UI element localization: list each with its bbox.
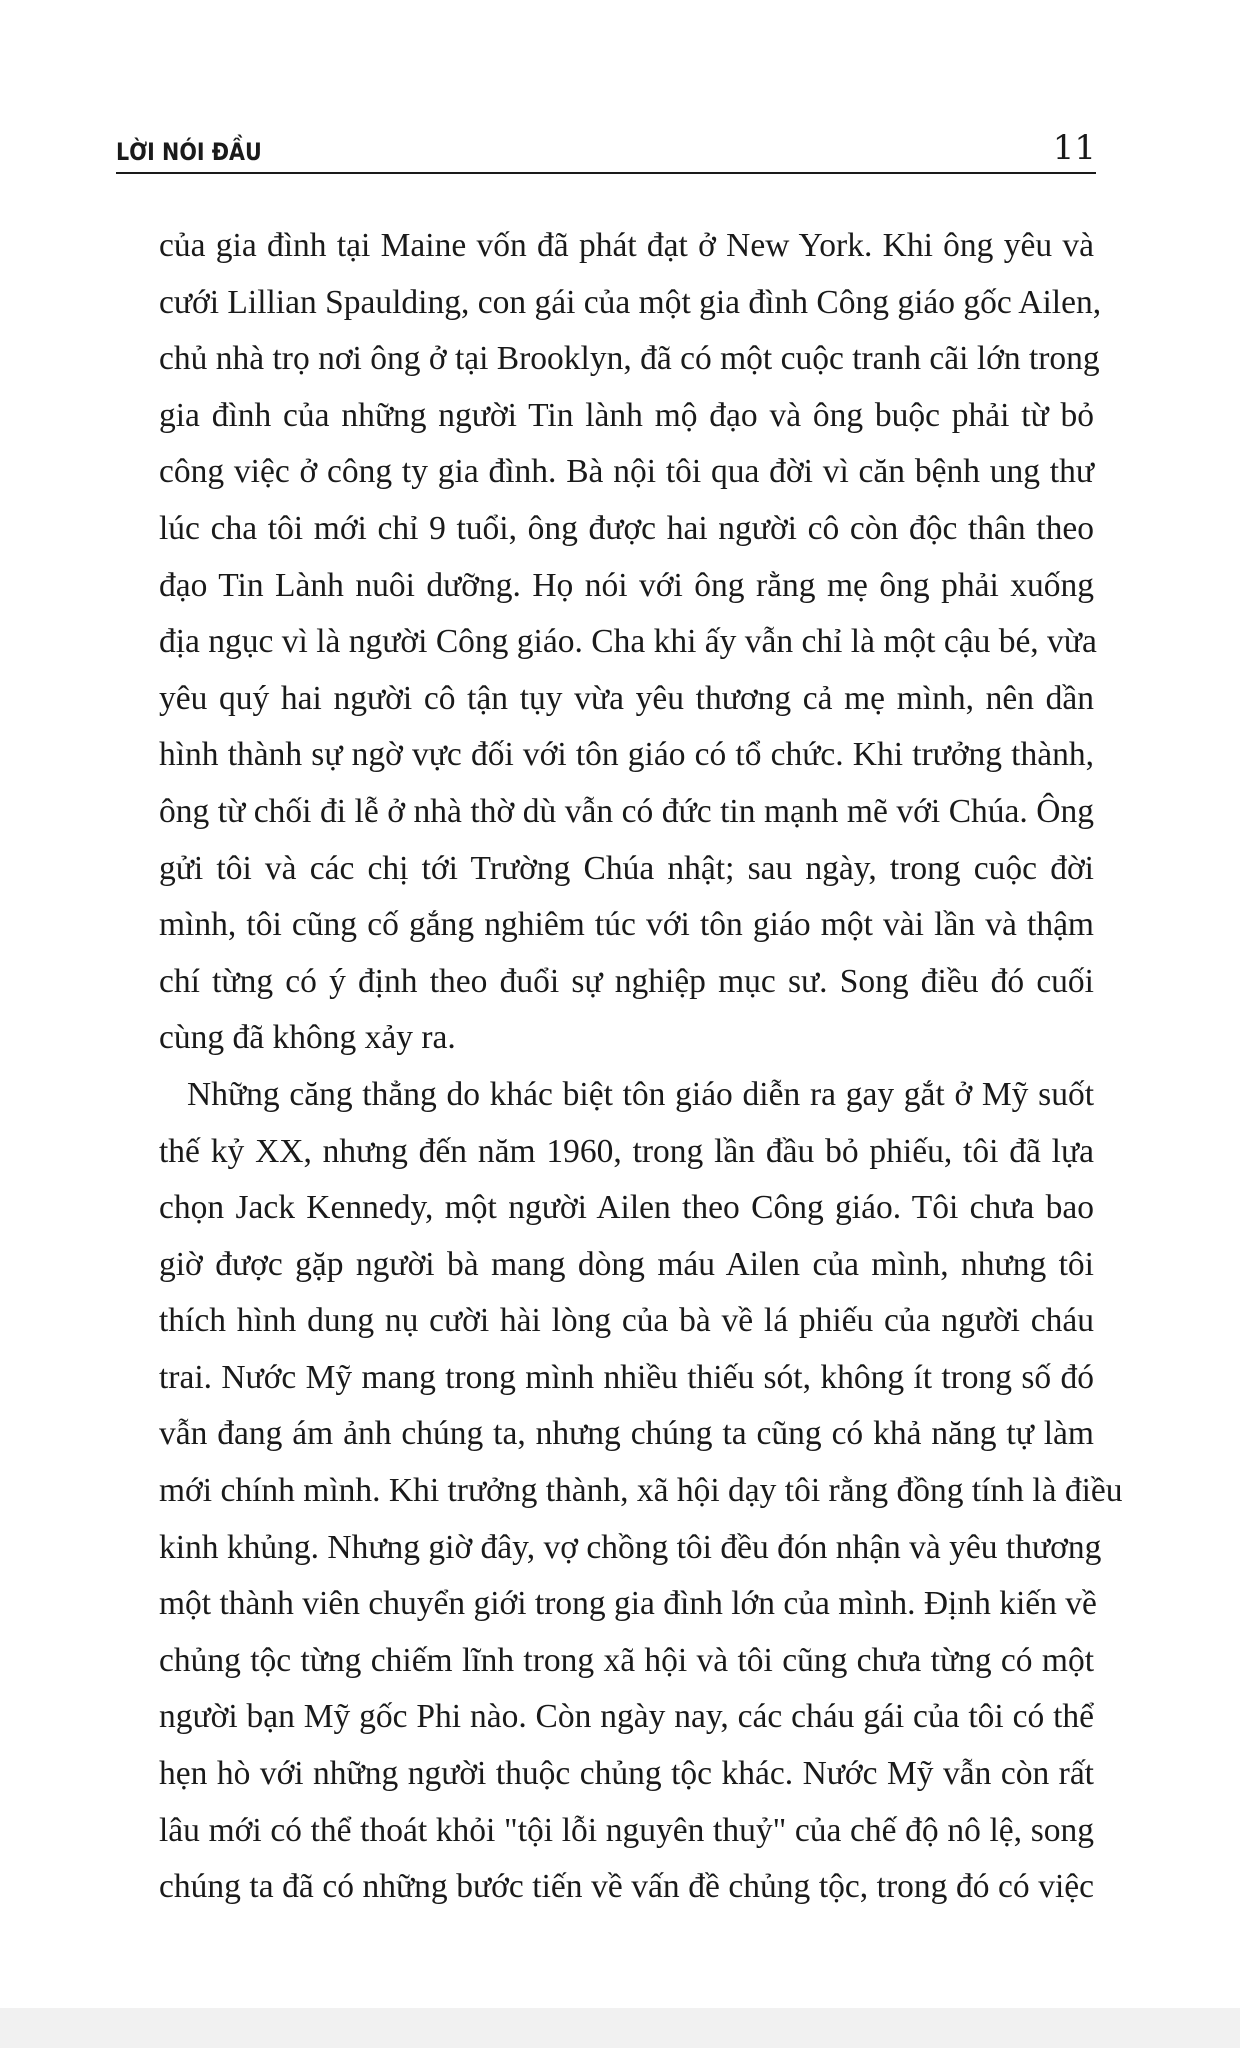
chapter-title: LỜI NÓI ĐẦU	[116, 138, 262, 166]
text-line: yêu quý hai người cô tận tụy vừa yêu thương cả mẹ mình, nên dần	[159, 679, 1094, 717]
text-line: ông từ chối đi lễ ở nhà thờ dù vẫn có đức tin mạnh mẽ với Chúa. Ông	[159, 792, 1094, 830]
text-line: mới chính mình. Khi trưởng thành, xã hội dạy tôi rằng đồng tính là điều	[159, 1472, 1123, 1510]
text-line: người bạn Mỹ gốc Phi nào. Còn ngày nay, các cháu gái của tôi có thể	[159, 1698, 1094, 1736]
text-line: kinh khủng. Nhưng giờ đây, vợ chồng tôi đều đón nhận và yêu thương	[159, 1528, 1102, 1566]
running-header	[116, 128, 1096, 174]
page-number: 11	[1052, 128, 1096, 168]
text-line: trai. Nước Mỹ mang trong mình nhiều thiếu sót, không ít trong số đó	[159, 1358, 1094, 1396]
text-line: chủ nhà trọ nơi ông ở tại Brooklyn, đã có một cuộc tranh cãi lớn trong	[159, 340, 1100, 378]
text-line: mình, tôi cũng cố gắng nghiêm túc với tôn giáo một vài lần và thậm	[159, 906, 1094, 944]
text-line: đạo Tin Lành nuôi dưỡng. Họ nói với ông rằng mẹ ông phải xuống	[159, 566, 1094, 604]
text-line: gia đình của những người Tin lành mộ đạo và ông buộc phải từ bỏ	[159, 396, 1094, 434]
text-line: giờ được gặp người bà mang dòng máu Ailen của mình, nhưng tôi	[159, 1245, 1094, 1283]
text-line: địa ngục vì là người Công giáo. Cha khi ấy vẫn chỉ là một cậu bé, vừa	[159, 623, 1097, 661]
paragraph-2	[159, 1067, 1123, 1916]
text-line: chủng tộc từng chiếm lĩnh trong xã hội và tôi cũng chưa từng có một	[159, 1641, 1094, 1679]
text-line: chọn Jack Kennedy, một người Ailen theo Công giáo. Tôi chưa bao	[159, 1189, 1094, 1227]
text-line: hẹn hò với những người thuộc chủng tộc khác. Nước Mỹ vẫn còn rất	[159, 1755, 1094, 1793]
paragraph-1	[159, 218, 1102, 1067]
body-text	[159, 218, 1123, 1916]
text-line: lâu mới có thể thoát khỏi "tội lỗi nguyên thuỷ" của chế độ nô lệ, song	[159, 1811, 1094, 1849]
text-line: chí từng có ý định theo đuổi sự nghiệp mục sư. Song điều đó cuối	[159, 962, 1094, 1000]
text-line: vẫn đang ám ảnh chúng ta, nhưng chúng ta cũng có khả năng tự làm	[159, 1415, 1094, 1453]
text-line: chúng ta đã có những bước tiến về vấn đề chủng tộc, trong đó có việc	[159, 1868, 1094, 1906]
text-line: cùng đã không xảy ra.	[159, 1019, 456, 1057]
text-line: của gia đình tại Maine vốn đã phát đạt ở New York. Khi ông yêu và	[159, 227, 1094, 264]
text-line: một thành viên chuyển giới trong gia đình lớn của mình. Định kiến về	[159, 1585, 1097, 1623]
text-line: cưới Lillian Spaulding, con gái của một gia đình Công giáo gốc Ailen,	[159, 283, 1102, 321]
text-line: công việc ở công ty gia đình. Bà nội tôi qua đời vì căn bệnh ung thư	[159, 453, 1094, 491]
text-line: lúc cha tôi mới chỉ 9 tuổi, ông được hai người cô còn độc thân theo	[159, 509, 1094, 547]
text-line: hình thành sự ngờ vực đối với tôn giáo có tổ chức. Khi trưởng thành,	[159, 736, 1094, 774]
scan-bottom-edge	[0, 2008, 1240, 2048]
text-line: thích hình dung nụ cười hài lòng của bà về lá phiếu của người cháu	[159, 1302, 1094, 1340]
text-line: gửi tôi và các chị tới Trường Chúa nhật; sau ngày, trong cuộc đời	[159, 849, 1094, 887]
text-line: thế kỷ XX, nhưng đến năm 1960, trong lần đầu bỏ phiếu, tôi đã lựa	[159, 1132, 1094, 1170]
text-line: Những căng thẳng do khác biệt tôn giáo diễn ra gay gắt ở Mỹ suốt	[187, 1075, 1094, 1113]
